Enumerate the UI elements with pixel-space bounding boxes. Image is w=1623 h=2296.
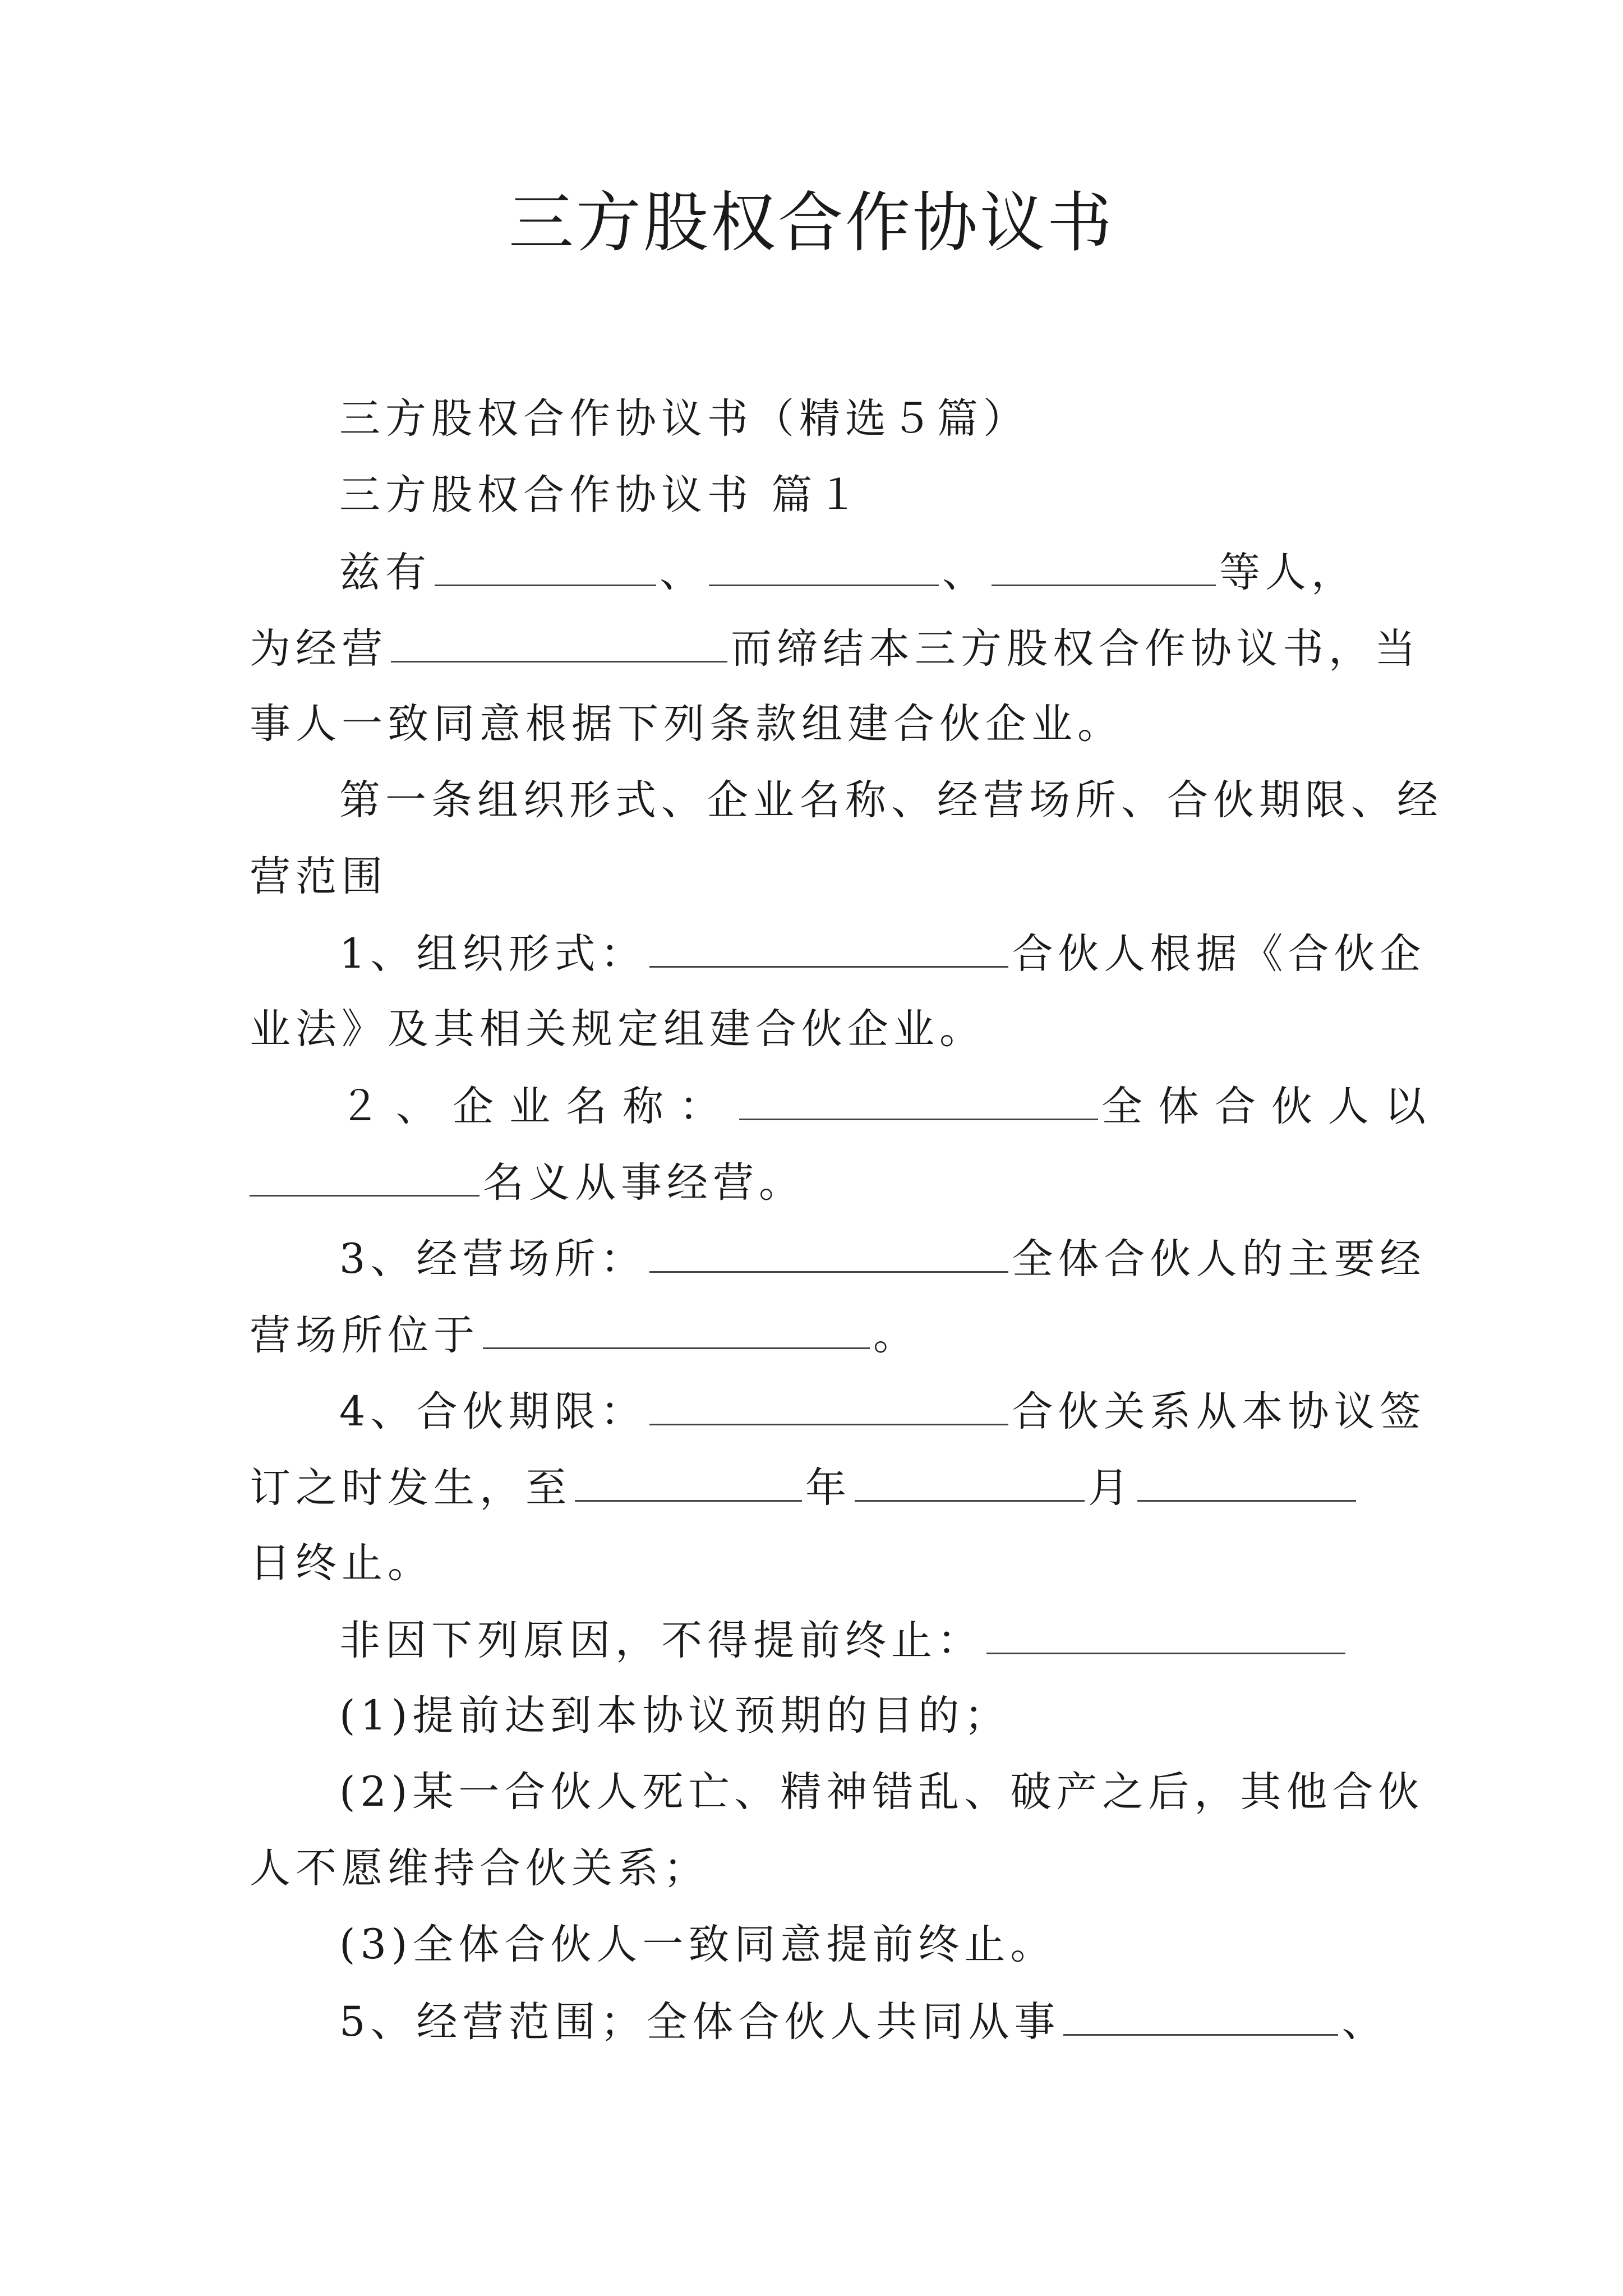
text-segment: 营场所位于 <box>250 1312 479 1359</box>
blank-field[interactable] <box>709 551 939 586</box>
text-segment: 营范围 <box>250 853 388 900</box>
condition1-line <box>339 1692 1388 1740</box>
item4-line3 <box>250 1539 1388 1587</box>
month-label: 月 <box>1088 1464 1134 1512</box>
termination-line <box>339 1617 1388 1664</box>
text-segment: (2)某一合伙人死亡、精神错乱、破产之后，其他合伙 <box>339 1768 1424 1816</box>
separator: 、 <box>1341 1998 1388 2046</box>
condition2-line1 <box>339 1768 1424 1816</box>
blank-field[interactable] <box>649 1390 1008 1425</box>
blank-field[interactable] <box>1137 1466 1356 1502</box>
text-segment: 而缔结本三方股权合作协议书，当 <box>731 625 1421 673</box>
blank-field[interactable] <box>649 932 1008 968</box>
text-segment: 。 <box>873 1312 919 1359</box>
para1-line2 <box>250 625 1421 673</box>
text-segment: 合伙人根据《合伙企 <box>1012 930 1426 978</box>
separator: 、 <box>942 549 988 596</box>
text-segment: 第一条组织形式、企业名称、经营场所、合伙期限、经 <box>339 776 1443 824</box>
blank-field[interactable] <box>1063 2000 1338 2036</box>
item4-line1 <box>339 1388 1426 1435</box>
item4-line2 <box>250 1464 1388 1512</box>
separator: 、 <box>660 549 706 596</box>
text-segment: 等人， <box>1219 549 1357 596</box>
condition3-line <box>339 1921 1388 1968</box>
item2-line1 <box>339 1083 1441 1130</box>
text-segment: 4、合伙期限： <box>339 1388 647 1435</box>
blank-field[interactable] <box>435 551 656 586</box>
item3-line1 <box>339 1235 1426 1283</box>
text-segment: 兹有 <box>339 549 431 596</box>
text-segment: 人不愿维持合伙关系； <box>250 1844 709 1892</box>
year-label: 年 <box>805 1464 851 1512</box>
text-segment: 5、经营范围；全体合伙人共同从事 <box>339 1998 1061 2046</box>
blank-field[interactable] <box>391 627 727 662</box>
text-segment: 非因下列原因，不得提前终止： <box>339 1617 983 1664</box>
document-title: 三方股权合作协议书 <box>509 185 1114 261</box>
text-segment: 订之时发生，至 <box>250 1464 571 1512</box>
text-segment: (1)提前达到本协议预期的目的； <box>339 1692 1011 1740</box>
blank-field[interactable] <box>855 1466 1085 1502</box>
text-segment: 合伙关系从本协议签 <box>1012 1388 1426 1435</box>
blank-field[interactable] <box>649 1237 1008 1273</box>
text-segment: 事人一致同意根据下列条款组建合伙企业。 <box>250 700 1123 748</box>
para1-line1 <box>339 549 1388 596</box>
text-segment: 3、经营场所： <box>339 1235 647 1283</box>
condition2-line2 <box>250 1844 1388 1892</box>
text-segment: 名义从事经营。 <box>483 1159 805 1207</box>
para1-line3 <box>250 700 1388 748</box>
article1-line1 <box>339 776 1443 824</box>
blank-field[interactable] <box>575 1466 802 1502</box>
text-segment: 全体合伙人以 <box>1101 1083 1441 1130</box>
article1-line2 <box>250 853 1388 900</box>
subtitle-line <box>339 395 1388 443</box>
item5-line1 <box>339 1998 1388 2046</box>
text-segment: 全体合伙人的主要经 <box>1012 1235 1426 1283</box>
text-segment: 日终止。 <box>250 1539 434 1587</box>
item1-line1 <box>339 930 1426 978</box>
text-segment: (3)全体合伙人一致同意提前终止。 <box>339 1921 1057 1968</box>
blank-field[interactable] <box>986 1619 1345 1654</box>
text-segment: 1、组织形式： <box>339 930 647 978</box>
blank-field[interactable] <box>992 551 1216 586</box>
text-segment: ２、企业名称： <box>339 1083 736 1130</box>
subtitle: 三方股权合作协议书（精选５篇） <box>339 395 1029 443</box>
text-segment: 为经营 <box>250 625 388 673</box>
blank-field[interactable] <box>483 1314 870 1349</box>
item1-line2 <box>250 1005 1388 1053</box>
chapter-heading: 三方股权合作协议书 篇１ <box>339 471 864 519</box>
chapter-line <box>339 471 1388 519</box>
item2-line2 <box>250 1159 1388 1207</box>
blank-field[interactable] <box>250 1161 479 1197</box>
item3-line2 <box>250 1312 1388 1359</box>
text-segment: 业法》及其相关规定组建合伙企业。 <box>250 1005 985 1053</box>
blank-field[interactable] <box>739 1085 1098 1120</box>
